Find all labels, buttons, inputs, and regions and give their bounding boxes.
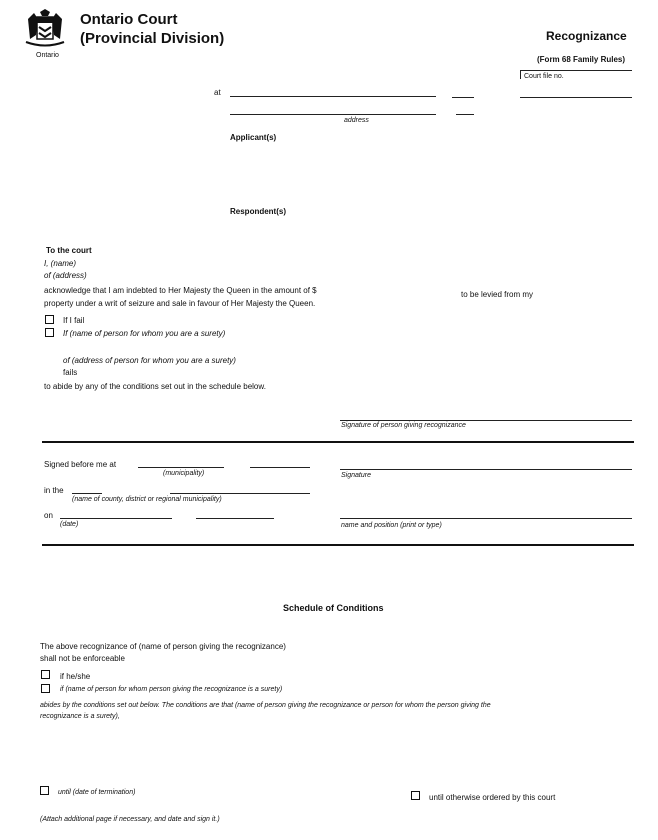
court-file-box-side <box>520 70 521 79</box>
court-file-field[interactable] <box>520 97 632 98</box>
date-extra[interactable] <box>196 518 274 519</box>
court-location-extra[interactable] <box>452 97 474 98</box>
date-label: (date) <box>60 521 79 528</box>
form-number: (Form 68 Family Rules) <box>537 55 626 64</box>
schedule-title: Schedule of Conditions <box>283 603 384 613</box>
i-fail-checkbox[interactable] <box>45 315 54 324</box>
fails-label: fails <box>63 368 78 377</box>
schedule-surety-label: if (name of person for whom person giving the recognizance is a surety) <box>60 686 283 693</box>
court-address-extra[interactable] <box>456 114 474 115</box>
attach-note: (Attach additional page if necessary, and date and sign it.) <box>40 816 220 823</box>
county-field[interactable] <box>170 493 276 494</box>
county-label: (name of county, district or regional municipality) <box>72 496 222 503</box>
abides-text-line1: abides by the conditions set out below. The conditions are that (name of person giving the recognizance or person for whom the person giving the <box>40 702 491 709</box>
municipality-extra[interactable] <box>250 467 310 468</box>
county-field-extra[interactable] <box>276 493 310 494</box>
witness-signature-field[interactable] <box>340 469 632 470</box>
name-label: I, (name) <box>44 259 77 268</box>
name-position-label: name and position (print or type) <box>341 522 442 529</box>
ontario-crest-icon <box>20 9 70 55</box>
until-date-label: until (date of termination) <box>58 789 136 796</box>
county-field-short[interactable] <box>72 493 102 494</box>
schedule-surety-checkbox[interactable] <box>41 684 50 693</box>
form-title: Recognizance <box>546 29 627 43</box>
signed-before-label: Signed before me at <box>44 460 117 469</box>
in-the-label: in the <box>44 486 64 495</box>
surety-label: If (name of person for whom you are a surety) <box>63 329 226 338</box>
abide-text: to abide by any of the conditions set out in the schedule below. <box>44 382 266 391</box>
he-she-label: if he/she <box>60 672 91 681</box>
section-divider-top <box>42 441 634 443</box>
on-label: on <box>44 511 53 520</box>
municipality-label: (municipality) <box>163 470 205 477</box>
court-name: Ontario Court <box>80 11 178 28</box>
i-fail-label: If I fail <box>63 316 85 325</box>
not-enforceable-text: shall not be enforceable <box>40 654 125 663</box>
court-address-field[interactable] <box>230 114 436 115</box>
signature-label: Signature <box>341 472 371 479</box>
court-file-label: Court file no. <box>524 73 564 80</box>
surety-checkbox[interactable] <box>45 328 54 337</box>
levied-text: to be levied from my <box>461 290 534 299</box>
address-field-label: of (address) <box>44 271 87 280</box>
court-location-field[interactable] <box>230 96 436 97</box>
municipality-field[interactable] <box>138 467 224 468</box>
surety-address-label: of (address of person for whom you are a surety) <box>63 356 236 365</box>
he-she-checkbox[interactable] <box>41 670 50 679</box>
property-text: property under a writ of seizure and sale in favour of Her Majesty the Queen. <box>44 299 316 308</box>
signature-person-label: Signature of person giving recognizance <box>341 422 466 429</box>
until-ordered-checkbox[interactable] <box>411 791 420 800</box>
court-file-box-top <box>520 70 632 71</box>
at-label: at <box>214 88 221 97</box>
acknowledge-text: acknowledge that I am indebted to Her Majesty the Queen in the amount of $ <box>44 286 317 295</box>
section-divider-bottom <box>42 544 634 546</box>
respondents-label: Respondent(s) <box>230 207 286 216</box>
until-ordered-label: until otherwise ordered by this court <box>429 793 556 802</box>
crest-caption: Ontario <box>36 52 59 59</box>
recognizance-signature-field[interactable] <box>340 420 632 421</box>
name-position-field[interactable] <box>340 518 632 519</box>
abides-text-line2: recognizance is a surety), <box>40 713 120 720</box>
date-field[interactable] <box>60 518 172 519</box>
until-date-checkbox[interactable] <box>40 786 49 795</box>
to-court-heading: To the court <box>46 246 92 255</box>
court-division: (Provincial Division) <box>80 30 225 47</box>
address-label: address <box>344 117 369 124</box>
above-recognizance-text: The above recognizance of (name of person giving the recognizance) <box>40 642 286 651</box>
applicants-label: Applicant(s) <box>230 133 277 142</box>
